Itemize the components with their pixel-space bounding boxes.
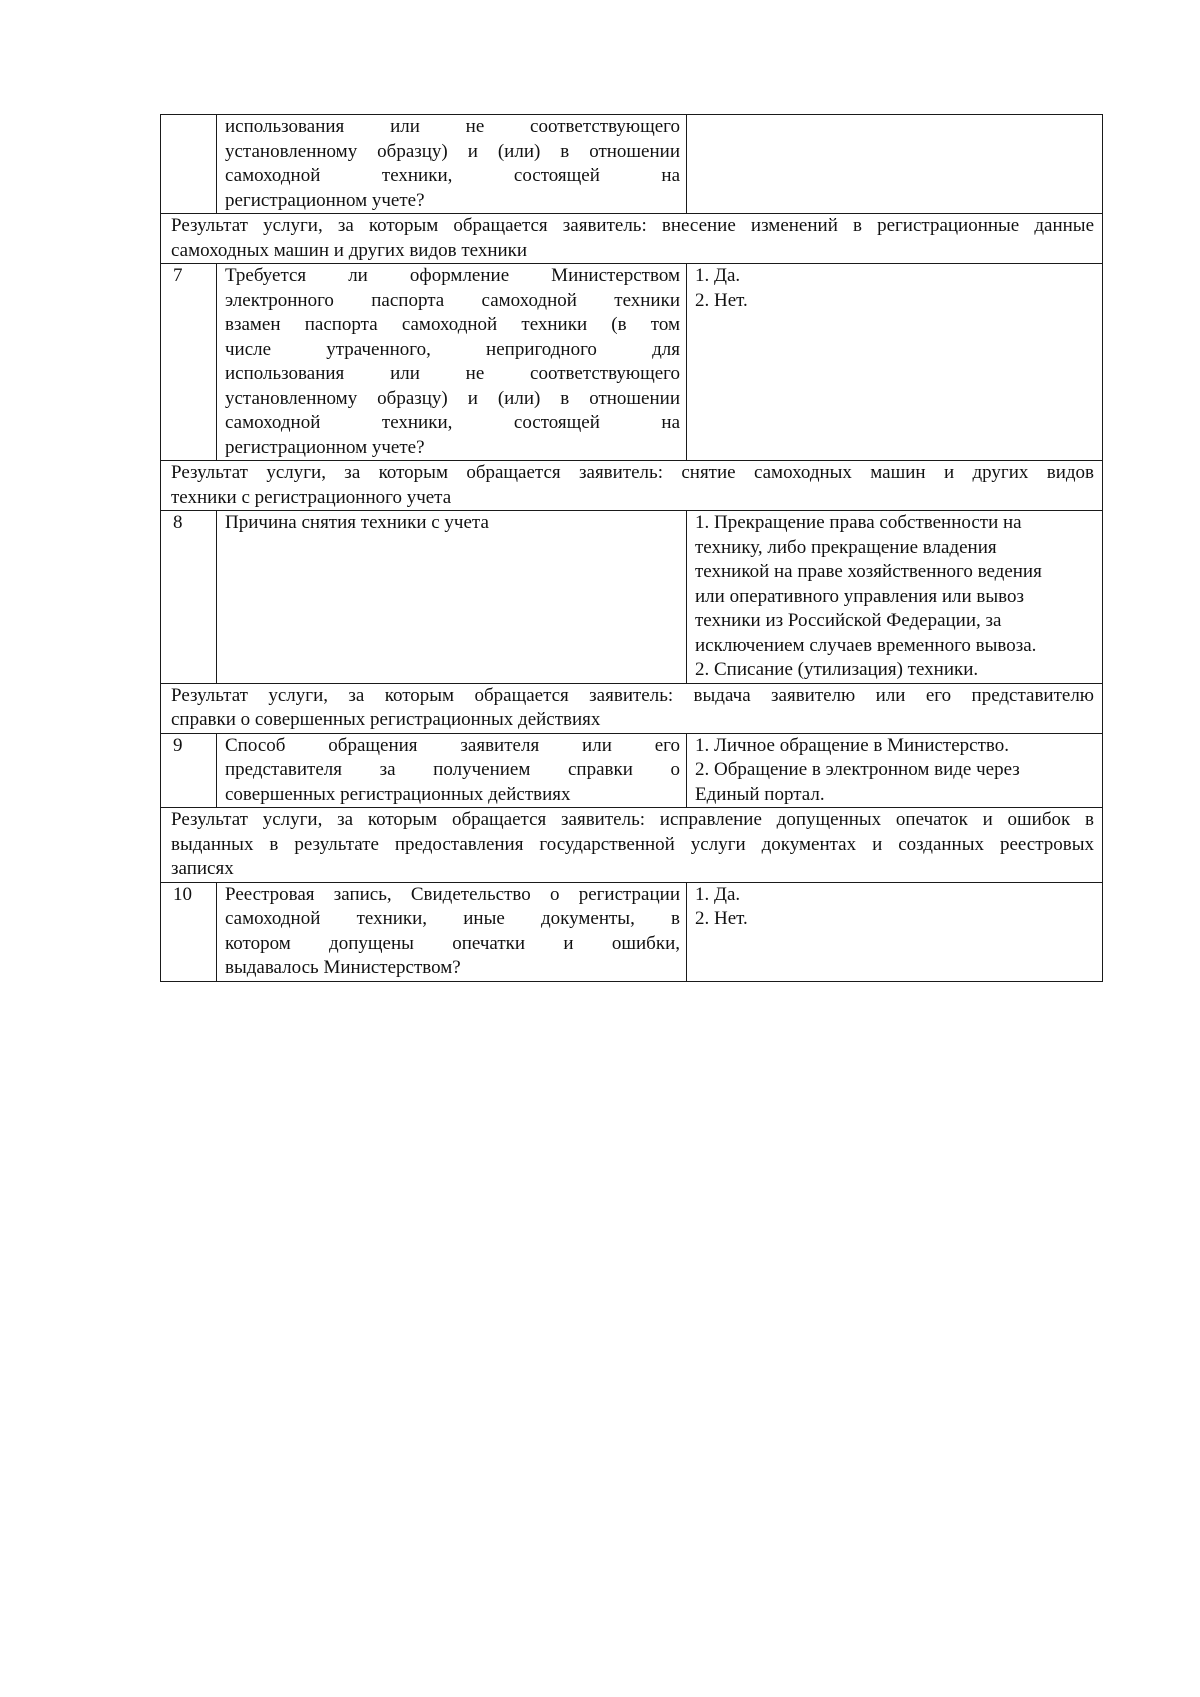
answer-cell xyxy=(687,733,1103,808)
section-header-line: записях xyxy=(171,858,234,879)
answer-line: или оперативного управления или вывоз xyxy=(695,585,1025,607)
question-line: самоходной техники, состоящей на xyxy=(225,165,680,186)
question-line: самоходной техники, состоящей на xyxy=(225,412,680,433)
answer-line: 1. Прекращение права собственности на xyxy=(695,512,1022,533)
answer-line: технику, либо прекращение владения xyxy=(695,536,997,558)
section-header-cell xyxy=(161,461,1103,511)
section-header-row xyxy=(161,214,1103,264)
section-header-line: Результат услуги, за которым обращается заявитель: выдача заявителю или его представителю xyxy=(171,684,1094,706)
question-line: регистрационном учете? xyxy=(225,189,425,211)
question-line: электронного паспорта самоходной техники xyxy=(225,289,680,311)
answer-line: исключением случаев временного вывоза. xyxy=(695,634,1037,656)
question-line: Реестровая запись, Свидетельство о регистрации xyxy=(225,883,680,905)
question-line: выдавалось Министерством? xyxy=(225,957,461,978)
question-cell xyxy=(217,733,687,808)
section-header-cell xyxy=(161,214,1103,264)
question-line: совершенных регистрационных действиях xyxy=(225,783,571,805)
row-number: 10 xyxy=(161,882,217,981)
section-header-cell xyxy=(161,683,1103,733)
question-cell xyxy=(217,882,687,981)
row-number: 9 xyxy=(161,733,217,808)
section-header-row xyxy=(161,808,1103,883)
question-line: установленному образцу) и (или) в отношении xyxy=(225,387,680,409)
row-number: 8 xyxy=(161,511,217,684)
questions-table xyxy=(160,114,1103,982)
question-cell xyxy=(217,115,687,214)
answer-cell xyxy=(687,264,1103,461)
question-cell xyxy=(217,264,687,461)
section-header-row xyxy=(161,461,1103,511)
row-number: 7 xyxy=(161,264,217,461)
section-header-line: выданных в результате предоставления государственной услуги документах и созданных реестровых xyxy=(171,833,1094,855)
row-number xyxy=(161,115,217,214)
answer-cell xyxy=(687,882,1103,981)
question-line: котором допущены опечатки и ошибки, xyxy=(225,932,680,954)
question-line: самоходной техники, иные документы, в xyxy=(225,908,680,929)
question-line: установленному образцу) и (или) в отношении xyxy=(225,140,680,162)
answer-cell xyxy=(687,115,1103,214)
question-line: использования или не соответствующего xyxy=(225,116,680,137)
answer-line: 2. Обращение в электронном виде через xyxy=(695,759,1020,780)
question-line: взамен паспорта самоходной техники (в том xyxy=(225,314,680,335)
answer-line: 1. Да. xyxy=(695,883,741,905)
table-row xyxy=(161,882,1103,981)
answer-line: техники из Российской Федерации, за xyxy=(695,610,1002,631)
table-body xyxy=(161,115,1103,982)
answer-line: Единый портал. xyxy=(695,783,825,805)
question-line: числе утраченного, непригодного для xyxy=(225,338,680,360)
question-line: Причина снятия техники с учета xyxy=(225,512,489,533)
section-header-line: справки о совершенных регистрационных действиях xyxy=(171,709,601,730)
table-row xyxy=(161,511,1103,684)
question-cell xyxy=(217,511,687,684)
question-line: Способ обращения заявителя или его xyxy=(225,734,680,756)
question-line: представителя за получением справки о xyxy=(225,759,680,780)
answer-line: 1. Да. xyxy=(695,265,741,286)
table-row xyxy=(161,733,1103,808)
table-row xyxy=(161,115,1103,214)
section-header-line: Результат услуги, за которым обращается заявитель: снятие самоходных машин и других видов xyxy=(171,462,1094,483)
section-header-line: техники с регистрационного учета xyxy=(171,486,452,508)
section-header-line: Результат услуги, за которым обращается заявитель: внесение изменений в регистрационные данные xyxy=(171,215,1094,236)
table-row xyxy=(161,264,1103,461)
question-line: Требуется ли оформление Министерством xyxy=(225,265,680,286)
question-line: использования или не соответствующего xyxy=(225,363,680,384)
section-header-cell xyxy=(161,808,1103,883)
answer-line: 1. Личное обращение в Министерство. xyxy=(695,734,1009,756)
answer-line: 2. Списание (утилизация) техники. xyxy=(695,659,979,680)
answer-cell xyxy=(687,511,1103,684)
answer-line: 2. Нет. xyxy=(695,908,748,929)
answer-line: 2. Нет. xyxy=(695,289,748,311)
answer-line: техникой на праве хозяйственного ведения xyxy=(695,561,1042,582)
section-header-line: Результат услуги, за которым обращается заявитель: исправление допущенных опечаток и ошибок в xyxy=(171,809,1094,830)
section-header-line: самоходных машин и других видов техники xyxy=(171,239,528,261)
question-line: регистрационном учете? xyxy=(225,436,425,458)
section-header-row xyxy=(161,683,1103,733)
